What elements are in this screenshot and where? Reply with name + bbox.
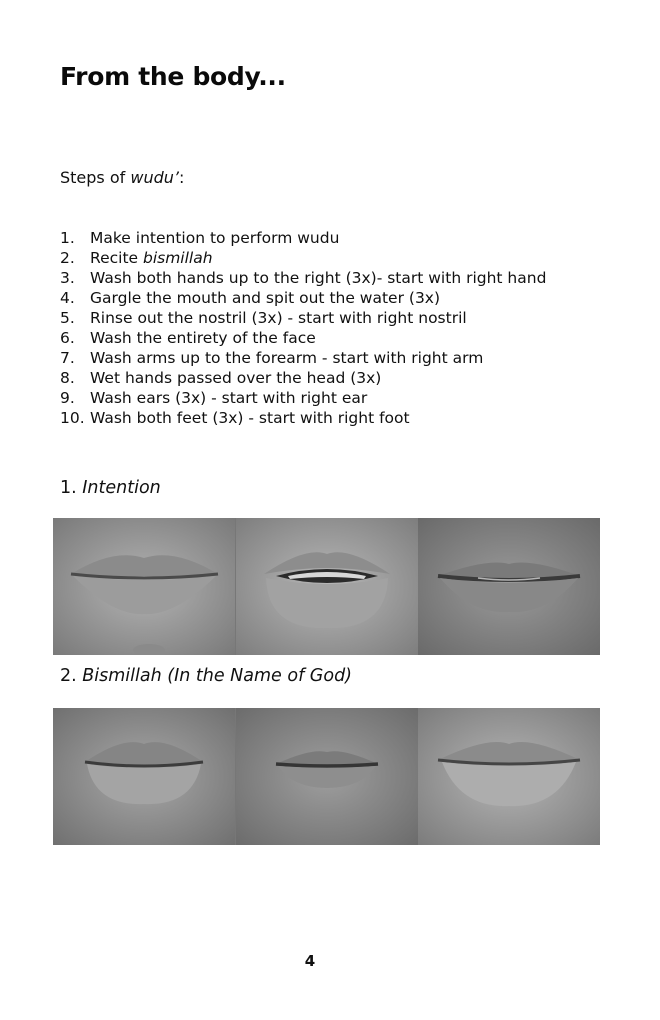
lips-open-teeth-photo [236, 518, 418, 655]
list-item: 1. Make intention to perform wudu [60, 229, 340, 247]
list-item: 3. Wash both hands up to the right (3x)- start with right hand [60, 269, 547, 287]
lips-parted-photo [418, 518, 600, 655]
list-item: 2. Recite bismillah [60, 249, 213, 267]
steps-heading: Steps of wudu’: [60, 168, 185, 187]
list-item: 7. Wash arms up to the forearm - start with right arm [60, 349, 484, 367]
section-label-intention: 1. Intention [60, 478, 161, 498]
list-item: 8. Wet hands passed over the head (3x) [60, 369, 382, 387]
bismillah-photo-strip [53, 708, 600, 845]
list-item: 4. Gargle the mouth and spit out the water (3x) [60, 289, 441, 307]
wudu-steps-list [60, 228, 546, 428]
list-item: 5. Rinse out the nostril (3x) - start with right nostril [60, 309, 467, 327]
lips-rounded-photo [53, 708, 235, 845]
intention-photo-strip [53, 518, 600, 655]
lips-relaxed-photo [418, 708, 600, 845]
lips-pressed-photo [236, 708, 418, 845]
lips-closed-photo [53, 518, 235, 655]
section-label-bismillah: 2. Bismillah (In the Name of God) [60, 666, 353, 686]
list-item: 6. Wash the entirety of the face [60, 329, 316, 347]
list-item: 10. Wash both feet (3x) - start with right foot [60, 409, 410, 427]
page-title: From the body... [60, 62, 286, 91]
list-item: 9. Wash ears (3x) - start with right ear [60, 389, 368, 407]
page-number: 4 [304, 952, 316, 970]
